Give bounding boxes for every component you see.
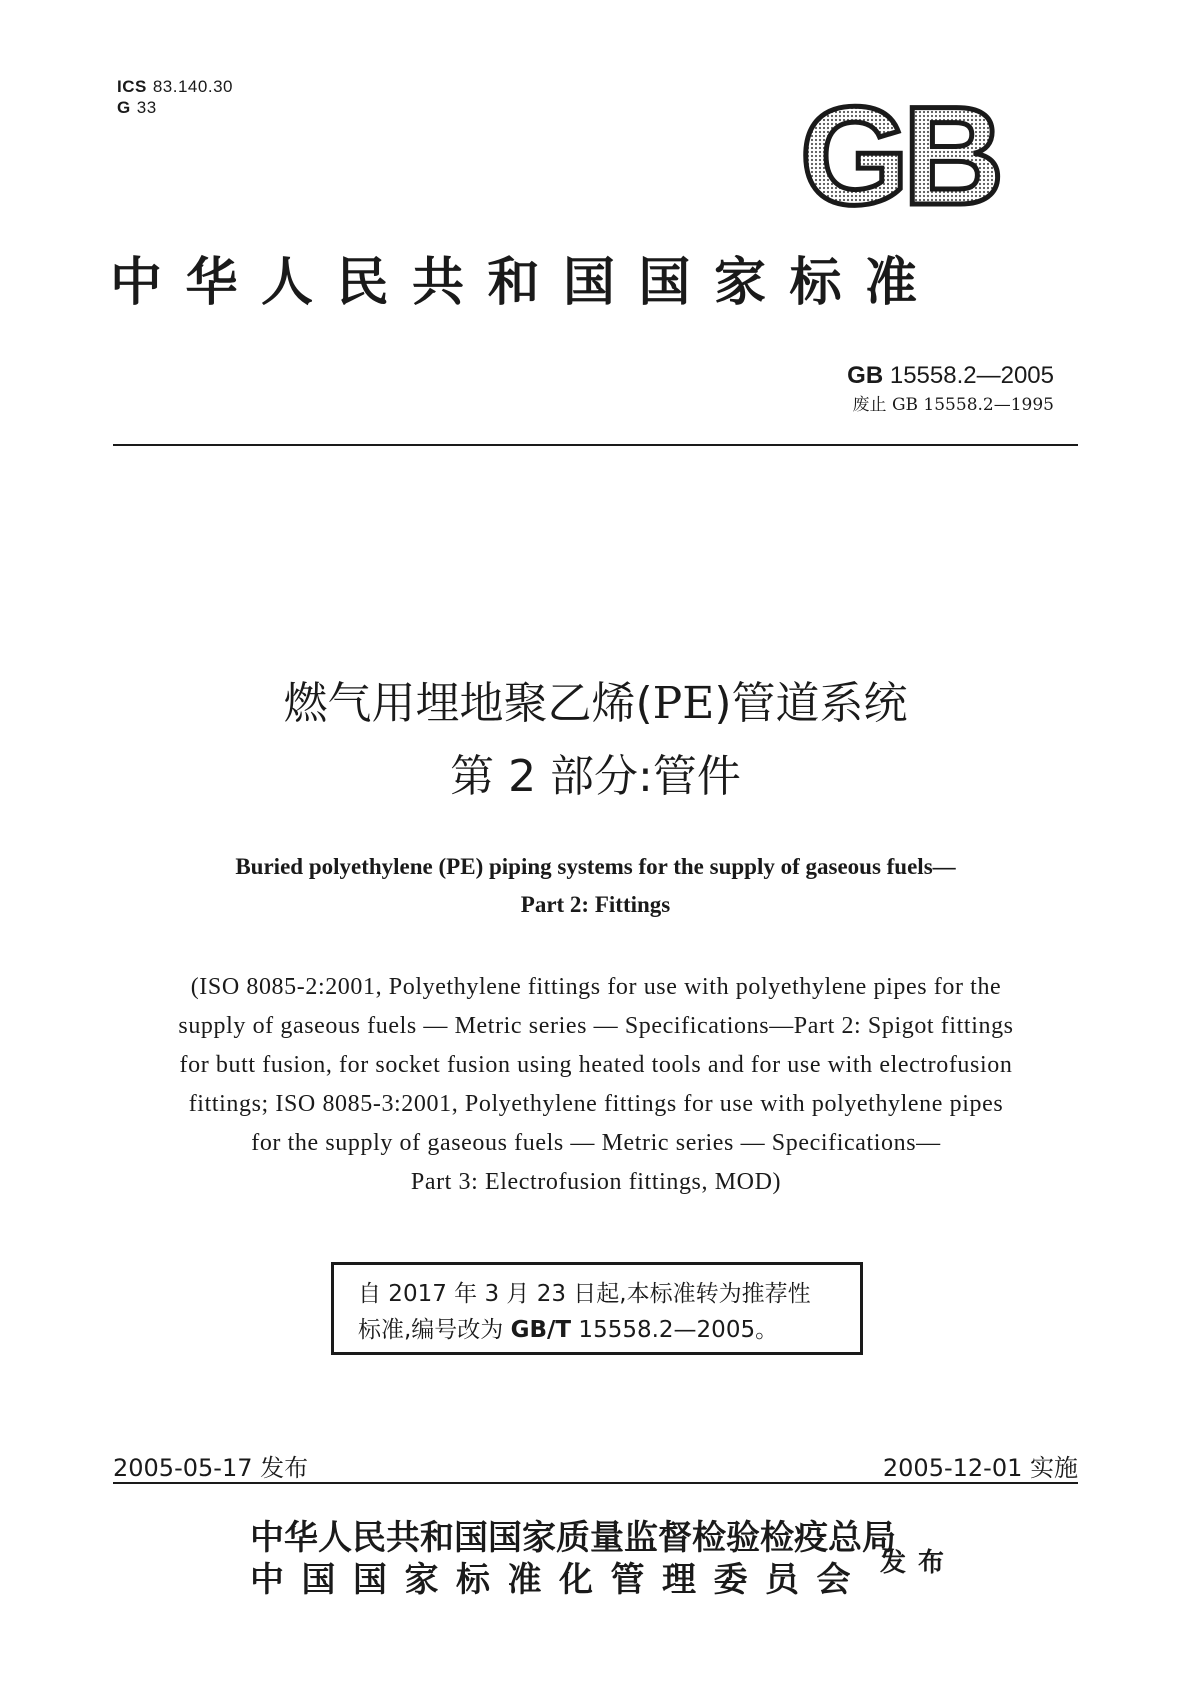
equivalence-line: (ISO 8085-2:2001, Polyethylene fittings for use with polyethylene pipes for the (190, 974, 1002, 1000)
ccs-code: G 33 (117, 98, 157, 117)
replaces-standard: 废止 GB 15558.2—1995 (852, 395, 1054, 415)
national-standard-title: 中华人民共和国国家标准 (110, 253, 941, 313)
footer-divider (113, 1482, 1078, 1484)
issue-date: 2005-05-17 发布 (113, 1454, 309, 1482)
title-cn-line1: 燃气用埋地聚乙烯(PE)管道系统 (283, 678, 908, 729)
equivalence-line: supply of gaseous fuels — Metric series — Specifications—Part 2: Spigot fittings (178, 1013, 1014, 1039)
notice-line1: 自 2017 年 3 月 23 日起,本标准转为推荐性 (358, 1281, 811, 1307)
gb-logo-lettering: GB (800, 90, 998, 212)
issuing-authorities (250, 1517, 896, 1601)
issuer-line1: 中华人民共和国国家质量监督检验检疫总局 (250, 1518, 896, 1558)
issue-label: 发布 (880, 1548, 957, 1578)
implementation-date: 2005-12-01 实施 (882, 1454, 1078, 1482)
header-divider (113, 444, 1078, 446)
equivalence-line: fittings; ISO 8085-3:2001, Polyethylene fittings for use with polyethylene pipes (188, 1091, 1004, 1117)
issuer-line2: 中国国家标准化管理委员会 (250, 1560, 868, 1600)
title-en-line1: Buried polyethylene (PE) piping systems for the supply of gaseous fuels— (235, 854, 956, 879)
standard-number: GB 15558.2—2005 (847, 362, 1054, 389)
notice-line2: 标准,编号改为 GB/T 15558.2—2005。 (358, 1317, 779, 1343)
recommended-standard-notice (331, 1262, 863, 1355)
equivalence-line: for the supply of gaseous fuels — Metric series — Specifications— (251, 1130, 941, 1156)
title-en-line2: Part 2: Fittings (520, 892, 671, 917)
gb-logo (782, 90, 1017, 212)
classification-codes (117, 76, 233, 118)
title-cn-line2: 第 2 部分:管件 (450, 751, 741, 802)
equivalence-line: Part 3: Electrofusion fittings, MOD) (410, 1169, 782, 1195)
equivalence-line: for butt fusion, for socket fusion using heated tools and for use with electrofusion (179, 1052, 1013, 1078)
ics-code: ICS 83.140.30 (117, 77, 233, 96)
